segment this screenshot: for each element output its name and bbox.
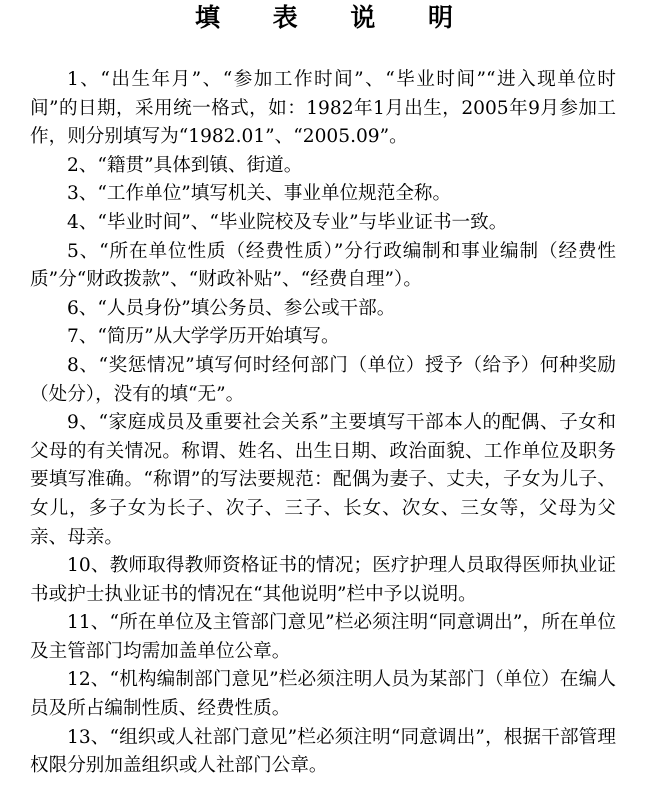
instruction-item-1: 1、“出生年月”、“参加工作时间”、“毕业时间”“进入现单位时间”的日期，采用统一格式，如：1982年1月出生，2005年9月参加工作，则分别填写为“1982.01”、“2005.09”。 xyxy=(30,69,616,148)
instruction-item-10: 10、教师取得教师资格证书的情况；医疗护理人员取得医师执业证书或护士执业证书的情况在“其他说明”栏中予以说明。 xyxy=(30,555,616,605)
instruction-item-9: 9、“家庭成员及重要社会关系”主要填写干部本人的配偶、子女和父母的有关情况。称谓、姓名、出生日期、政治面貌、工作单位及职务要填写准确。“称谓”的写法要规范：配偶为妻子、丈夫，子女为儿子、女儿，多子女为长子、次子、三子、长女、次女、三女等，父母为父亲、母亲。 xyxy=(30,412,616,548)
instruction-item-6: 6、“人员身份”填公务员、参公或干部。 xyxy=(67,297,396,319)
instruction-item-2: 2、“籍贯”具体到镇、街道。 xyxy=(67,154,303,176)
instruction-item-8: 8、“奖惩情况”填写何时经何部门（单位）授予（给予）何种奖励（处分），没有的填“无”。 xyxy=(30,354,616,405)
instruction-item-12: 12、“机构编制部门意见”栏必须注明人员为某部门（单位）在编人员及所占编制性质、经费性质。 xyxy=(30,669,616,720)
instruction-item-7: 7、“简历”从大学学历开始填写。 xyxy=(67,326,340,348)
instructions-body xyxy=(30,66,616,781)
instruction-item-3: 3、“工作单位”填写机关、事业单位规范全称。 xyxy=(67,183,452,205)
page-title: 填 表 说 明 xyxy=(194,3,476,32)
instruction-item-5: 5、“所在单位性质（经费性质）”分行政编制和事业编制（经费性质”分“财政拨款”、“财政补贴”、“经费自理”）。 xyxy=(30,240,616,291)
instruction-item-11: 11、“所在单位及主管部门意见”栏必须注明“同意调出”，所在单位及主管部门均需加盖单位公章。 xyxy=(30,612,616,662)
instruction-item-4: 4、“毕业时间”、“毕业院校及专业”与毕业证书一致。 xyxy=(67,211,508,233)
instruction-item-13: 13、“组织或人社部门意见”栏必须注明“同意调出”，根据干部管理权限分别加盖组织或人社部门公章。 xyxy=(30,726,616,777)
